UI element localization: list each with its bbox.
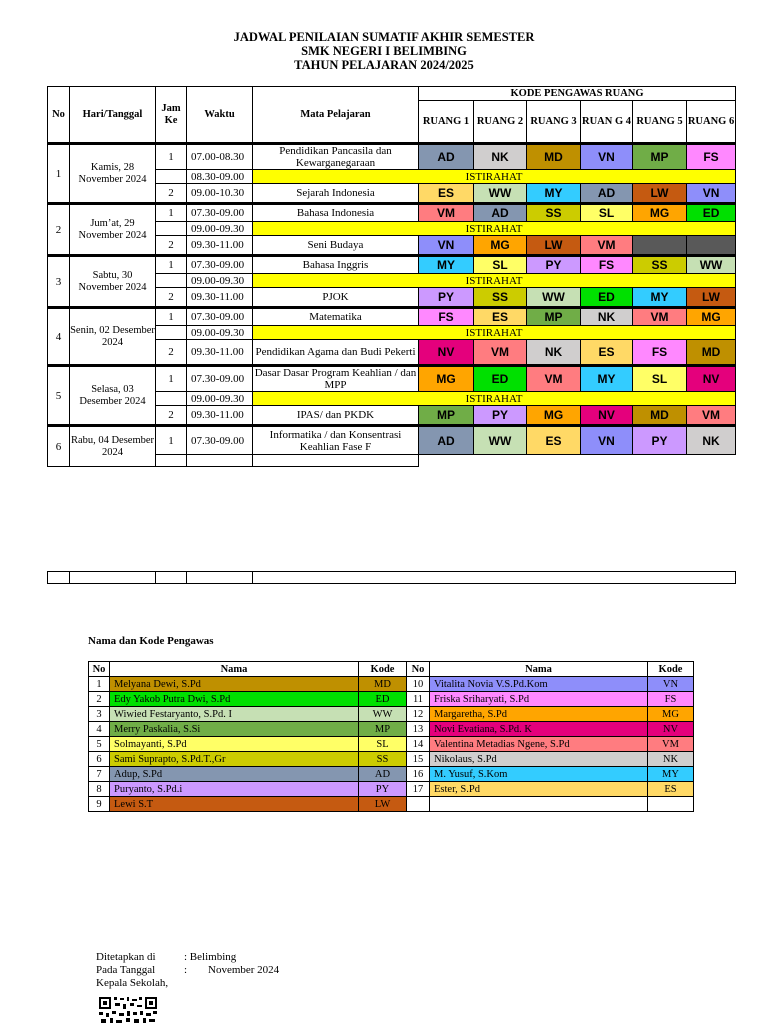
- day-number: 5: [48, 366, 70, 426]
- session-time: 07.30-09.00: [187, 366, 253, 392]
- room-code-cell: NK: [527, 340, 581, 366]
- session-time: 07.30-09.00: [187, 256, 253, 274]
- room-code-cell: MY: [581, 366, 633, 392]
- session-time: 09.30-11.00: [187, 406, 253, 426]
- legend-no: 7: [89, 767, 110, 782]
- legend-name: Margaretha, S.Pd: [430, 707, 648, 722]
- document-title: JADWAL PENILAIAN SUMATIF AKHIR SEMESTER: [233, 30, 535, 44]
- room-code-cell: [687, 236, 736, 256]
- session-jam: 1: [156, 256, 187, 274]
- legend-no: 3: [89, 707, 110, 722]
- empty-cell: [48, 572, 70, 584]
- legend-code: ES: [648, 782, 694, 797]
- day-number: 1: [48, 144, 70, 204]
- break-time: 09.00-09.30: [187, 392, 253, 406]
- col-header-room-4: RUAN G 4: [581, 101, 633, 144]
- room-code-cell: WW: [474, 426, 527, 455]
- room-code-cell: MG: [474, 236, 527, 256]
- legend-name: Edy Yakob Putra Dwi, S.Pd: [110, 692, 359, 707]
- day-date: Jum’at, 29 November 2024: [70, 204, 156, 256]
- session-subject: PJOK: [253, 288, 419, 308]
- room-code-cell: VN: [687, 184, 736, 204]
- legend-name: Solmayanti, S.Pd: [110, 737, 359, 752]
- room-code-cell: SS: [474, 288, 527, 308]
- legend-code: FS: [648, 692, 694, 707]
- break-jam-empty: [156, 170, 187, 184]
- legend-no: 6: [89, 752, 110, 767]
- day-row: [48, 426, 736, 455]
- session-jam: 2: [156, 236, 187, 256]
- room-code-cell: VM: [474, 340, 527, 366]
- session-subject: Pendidikan Pancasila dan Kewarganegaraan: [253, 144, 419, 170]
- signature-place: [96, 951, 237, 964]
- session-time: 07.30-09.00: [187, 204, 253, 222]
- room-code-cell: ES: [527, 426, 581, 455]
- room-code-cell: NV: [419, 340, 474, 366]
- room-code-cell: AD: [419, 426, 474, 455]
- legend-code: NK: [648, 752, 694, 767]
- room-code-cell: PY: [527, 256, 581, 274]
- legend-code: SL: [359, 737, 407, 752]
- break-jam-empty: [156, 274, 187, 288]
- room-code-cell: WW: [527, 288, 581, 308]
- room-code-cell: VM: [687, 406, 736, 426]
- legend-no: 4: [89, 722, 110, 737]
- legend-no: 8: [89, 782, 110, 797]
- legend-header-code: Kode: [359, 662, 407, 677]
- room-code-cell: MP: [527, 308, 581, 326]
- session-jam: 1: [156, 366, 187, 392]
- room-code-cell: AD: [474, 204, 527, 222]
- room-code-cell: SL: [474, 256, 527, 274]
- legend-row: [89, 737, 694, 752]
- break-label: ISTIRAHAT: [253, 392, 736, 406]
- legend-header-name: Nama: [110, 662, 359, 677]
- legend-name: Valentina Metadias Ngene, S.Pd: [430, 737, 648, 752]
- break-jam-empty: [156, 392, 187, 406]
- room-code-cell: VM: [633, 308, 687, 326]
- legend-name: Novi Evatiana, S.Pd. K: [430, 722, 648, 737]
- legend-row: [89, 752, 694, 767]
- room-code-cell: AD: [419, 144, 474, 170]
- col-header-room-3: RUANG 3: [527, 101, 581, 144]
- col-header-no: No: [48, 87, 70, 144]
- day-row: [48, 204, 736, 222]
- room-code-cell: MG: [419, 366, 474, 392]
- legend-row: [89, 677, 694, 692]
- room-code-cell: MP: [419, 406, 474, 426]
- session-subject: Dasar Dasar Program Keahlian / dan MPP: [253, 366, 419, 392]
- room-code-cell: ED: [581, 288, 633, 308]
- day-row: [48, 366, 736, 392]
- signature-date-label: Pada Tanggal: [96, 964, 156, 976]
- room-code-cell: MP: [633, 144, 687, 170]
- blank-cell: [419, 455, 736, 467]
- legend-code: AD: [359, 767, 407, 782]
- session-subject: Bahasa Indonesia: [253, 204, 419, 222]
- room-code-cell: WW: [474, 184, 527, 204]
- legend-name: Sami Suprapto, S.Pd.T.,Gr: [110, 752, 359, 767]
- day-number: 2: [48, 204, 70, 256]
- legend-name: Friska Sriharyati, S.Pd: [430, 692, 648, 707]
- room-code-cell: AD: [581, 184, 633, 204]
- empty-cell: [253, 572, 736, 584]
- legend-row: [89, 707, 694, 722]
- room-code-cell: VM: [527, 366, 581, 392]
- day-number: 6: [48, 426, 70, 467]
- legend-code: WW: [359, 707, 407, 722]
- col-header-room-group: KODE PENGAWAS RUANG: [419, 87, 736, 101]
- room-code-cell: NV: [581, 406, 633, 426]
- col-header-jam: Jam Ke: [156, 87, 187, 144]
- legend-name: Lewi S.T: [110, 797, 359, 812]
- legend-code: LW: [359, 797, 407, 812]
- room-code-cell: PY: [633, 426, 687, 455]
- supervisor-legend-table: [88, 661, 694, 812]
- room-code-cell: FS: [633, 340, 687, 366]
- session-jam: 2: [156, 340, 187, 366]
- signature-place-label: Ditetapkan di: [96, 951, 156, 963]
- session-subject: Seni Budaya: [253, 236, 419, 256]
- signature-place-value: : Belimbing: [184, 951, 237, 963]
- session-jam: 2: [156, 288, 187, 308]
- room-code-cell: FS: [687, 144, 736, 170]
- break-label: ISTIRAHAT: [253, 222, 736, 236]
- room-code-cell: MD: [687, 340, 736, 366]
- legend-no: 1: [89, 677, 110, 692]
- legend-name: Vitalita Novia V.S.Pd.Kom: [430, 677, 648, 692]
- legend-no: 17: [407, 782, 430, 797]
- legend-row: [89, 722, 694, 737]
- room-code-cell: NK: [687, 426, 736, 455]
- legend-no: 15: [407, 752, 430, 767]
- day-number: 3: [48, 256, 70, 308]
- day-date: Kamis, 28 November 2024: [70, 144, 156, 204]
- session-time: 09.30-11.00: [187, 340, 253, 366]
- legend-name: Wiwied Festaryanto, S.Pd. I: [110, 707, 359, 722]
- room-code-cell: VM: [419, 204, 474, 222]
- session-time: 09.30-11.00: [187, 236, 253, 256]
- day-date: Sabtu, 30 November 2024: [70, 256, 156, 308]
- legend-code: MP: [359, 722, 407, 737]
- room-code-cell: NK: [581, 308, 633, 326]
- empty-cell: [187, 572, 253, 584]
- room-code-cell: SL: [581, 204, 633, 222]
- legend-no: 16: [407, 767, 430, 782]
- break-time: 09.00-09.30: [187, 222, 253, 236]
- col-header-day: Hari/Tanggal: [70, 87, 156, 144]
- day-date: Senin, 02 Desember 2024: [70, 308, 156, 366]
- legend-no: 5: [89, 737, 110, 752]
- room-code-cell: MD: [633, 406, 687, 426]
- legend-code: NV: [648, 722, 694, 737]
- legend-header-no: No: [407, 662, 430, 677]
- day-date: Rabu, 04 Desember 2024: [70, 426, 156, 467]
- legend-empty: [407, 797, 430, 812]
- legend-name: Merry Paskalia, S.Si: [110, 722, 359, 737]
- session-time: 09.30-11.00: [187, 288, 253, 308]
- legend-name: Melyana Dewi, S.Pd: [110, 677, 359, 692]
- break-time: 08.30-09.00: [187, 170, 253, 184]
- schedule-table: [47, 86, 736, 467]
- session-jam: 2: [156, 406, 187, 426]
- legend-no: 10: [407, 677, 430, 692]
- session-jam: 1: [156, 204, 187, 222]
- legend-code: PY: [359, 782, 407, 797]
- legend-header-code: Kode: [648, 662, 694, 677]
- legend-no: 12: [407, 707, 430, 722]
- session-time: 07.30-09.00: [187, 426, 253, 455]
- session-subject: IPAS/ dan PKDK: [253, 406, 419, 426]
- room-code-cell: PY: [419, 288, 474, 308]
- signature-date-value: November 2024: [208, 964, 280, 976]
- day-number: 4: [48, 308, 70, 366]
- school-name: SMK NEGERI I BELIMBING: [301, 44, 467, 58]
- break-label: ISTIRAHAT: [253, 274, 736, 288]
- room-code-cell: MY: [527, 184, 581, 204]
- legend-no: 13: [407, 722, 430, 737]
- room-code-cell: WW: [687, 256, 736, 274]
- room-code-cell: ES: [581, 340, 633, 366]
- session-subject: Bahasa Inggris: [253, 256, 419, 274]
- room-code-cell: PY: [474, 406, 527, 426]
- legend-row: [89, 797, 694, 812]
- room-code-cell: MD: [527, 144, 581, 170]
- break-jam-empty: [156, 222, 187, 236]
- room-code-cell: VN: [581, 426, 633, 455]
- legend-name: M. Yusuf, S.Kom: [430, 767, 648, 782]
- col-header-time: Waktu: [187, 87, 253, 144]
- col-header-subject: Mata Pelajaran: [253, 87, 419, 144]
- session-subject: Sejarah Indonesia: [253, 184, 419, 204]
- blank-cell: [253, 455, 419, 467]
- session-subject: Informatika / dan Konsentrasi Keahlian Fase F: [253, 426, 419, 455]
- col-header-room-5: RUANG 5: [633, 101, 687, 144]
- day-row: [48, 308, 736, 326]
- legend-title: Nama dan Kode Pengawas: [88, 635, 214, 647]
- legend-code: ED: [359, 692, 407, 707]
- legend-code: MY: [648, 767, 694, 782]
- legend-name: Adup, S.Pd: [110, 767, 359, 782]
- room-code-cell: NK: [474, 144, 527, 170]
- session-jam: 2: [156, 184, 187, 204]
- room-code-cell: MY: [633, 288, 687, 308]
- day-row: [48, 256, 736, 274]
- break-jam-empty: [156, 326, 187, 340]
- session-jam: 1: [156, 426, 187, 455]
- empty-cell: [156, 572, 187, 584]
- room-code-cell: ED: [474, 366, 527, 392]
- room-code-cell: SS: [633, 256, 687, 274]
- room-code-cell: MG: [527, 406, 581, 426]
- session-jam: 1: [156, 308, 187, 326]
- empty-cell: [70, 572, 156, 584]
- legend-header-no: No: [89, 662, 110, 677]
- break-label: ISTIRAHAT: [253, 170, 736, 184]
- legend-name: Puryanto, S.Pd.i: [110, 782, 359, 797]
- legend-empty: [648, 797, 694, 812]
- room-code-cell: [633, 236, 687, 256]
- break-time: 09.00-09.30: [187, 326, 253, 340]
- room-code-cell: FS: [581, 256, 633, 274]
- col-header-room-1: RUANG 1: [419, 101, 474, 144]
- legend-name: Nikolaus, S.Pd: [430, 752, 648, 767]
- room-code-cell: LW: [633, 184, 687, 204]
- legend-no: 14: [407, 737, 430, 752]
- legend-row: [89, 692, 694, 707]
- signature-date: [96, 964, 280, 977]
- empty-row-table: [47, 571, 736, 584]
- col-header-room-2: RUANG 2: [474, 101, 527, 144]
- room-code-cell: FS: [419, 308, 474, 326]
- room-code-cell: MY: [419, 256, 474, 274]
- room-code-cell: ED: [687, 204, 736, 222]
- legend-row: [89, 767, 694, 782]
- room-code-cell: LW: [527, 236, 581, 256]
- session-time: 09.00-10.30: [187, 184, 253, 204]
- room-code-cell: MG: [687, 308, 736, 326]
- room-code-cell: LW: [687, 288, 736, 308]
- session-time: 07.00-08.30: [187, 144, 253, 170]
- legend-code: VM: [648, 737, 694, 752]
- legend-empty: [430, 797, 648, 812]
- room-code-cell: VM: [581, 236, 633, 256]
- room-code-cell: MG: [633, 204, 687, 222]
- legend-no: 11: [407, 692, 430, 707]
- room-code-cell: VN: [419, 236, 474, 256]
- academic-year: TAHUN PELAJARAN 2024/2025: [294, 58, 474, 72]
- signature-date-sep: :: [184, 964, 188, 976]
- qr-code-icon: [98, 996, 158, 1024]
- blank-cell: [187, 455, 253, 467]
- room-code-cell: ES: [419, 184, 474, 204]
- legend-code: MD: [359, 677, 407, 692]
- legend-row: [89, 782, 694, 797]
- room-code-cell: VN: [581, 144, 633, 170]
- legend-code: SS: [359, 752, 407, 767]
- legend-name: Ester, S.Pd: [430, 782, 648, 797]
- room-code-cell: NV: [687, 366, 736, 392]
- room-code-cell: SS: [527, 204, 581, 222]
- signature-title: Kepala Sekolah,: [96, 977, 169, 989]
- session-subject: Pendidikan Agama dan Budi Pekerti: [253, 340, 419, 366]
- room-code-cell: ES: [474, 308, 527, 326]
- col-header-room-6: RUANG 6: [687, 101, 736, 144]
- day-row: [48, 144, 736, 170]
- blank-cell: [156, 455, 187, 467]
- break-time: 09.00-09.30: [187, 274, 253, 288]
- legend-code: MG: [648, 707, 694, 722]
- session-time: 07.30-09.00: [187, 308, 253, 326]
- legend-header-name: Nama: [430, 662, 648, 677]
- session-jam: 1: [156, 144, 187, 170]
- day-date: Selasa, 03 Desember 2024: [70, 366, 156, 426]
- legend-no: 2: [89, 692, 110, 707]
- room-code-cell: SL: [633, 366, 687, 392]
- session-subject: Matematika: [253, 308, 419, 326]
- break-label: ISTIRAHAT: [253, 326, 736, 340]
- legend-no: 9: [89, 797, 110, 812]
- legend-code: VN: [648, 677, 694, 692]
